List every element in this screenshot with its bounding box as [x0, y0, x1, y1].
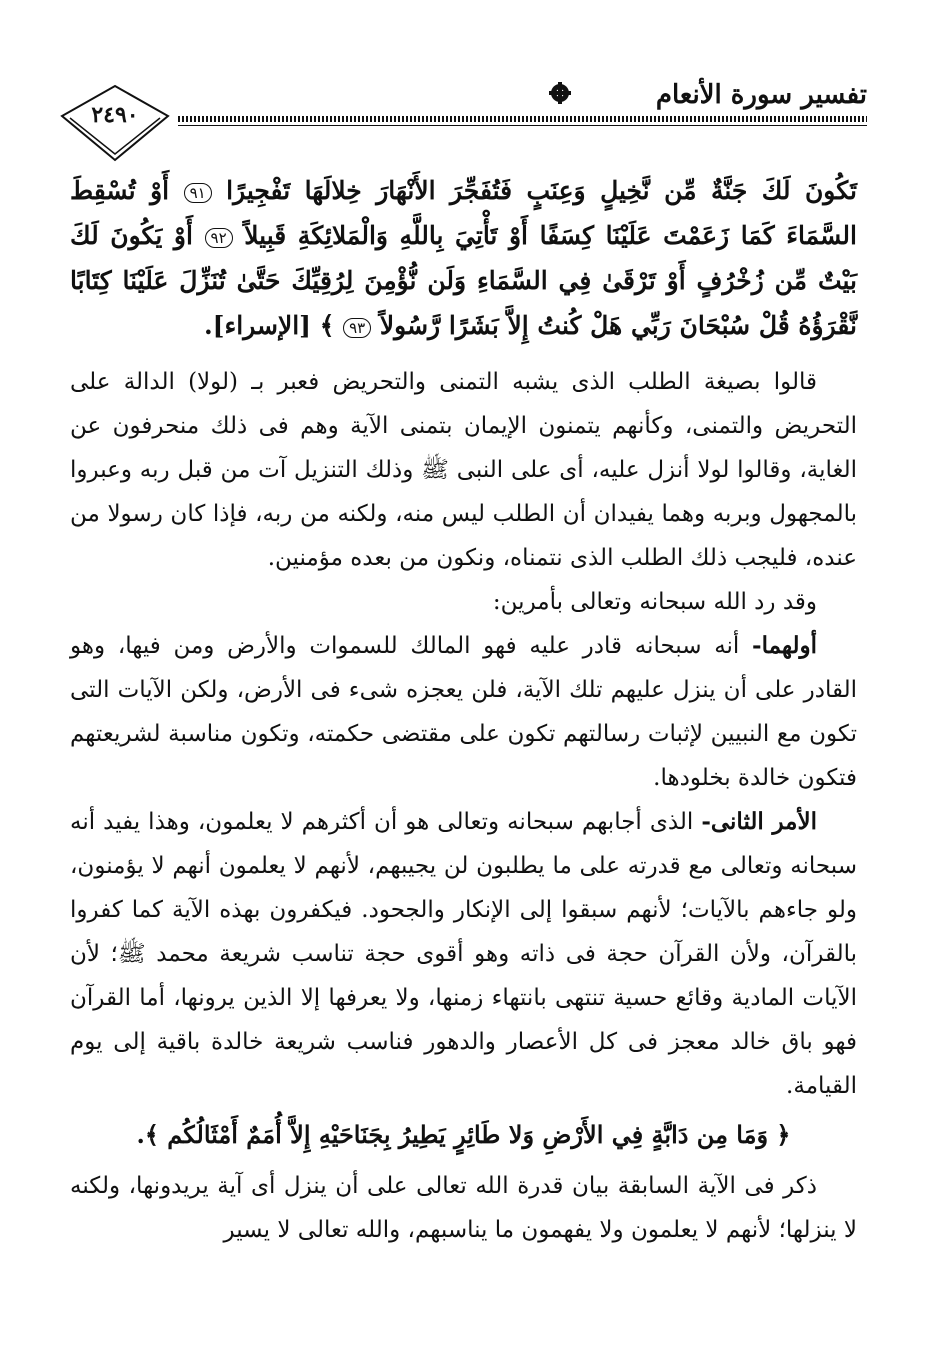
paragraph-2: وقد رد الله سبحانه وتعالى بأمرين: [492, 589, 817, 615]
header-rule [178, 116, 867, 122]
quoted-verse [70, 168, 857, 348]
header-rule-thin [178, 125, 867, 126]
quoted-verse-2: ﴿ وَمَا مِن دَابَّةٍ فِي الأَرْضِ وَلا طَائِرٍ يَطِيرُ بِجَنَاحَيْهِ إِلاَّ أُمَمٌ أَمْثَالُكُم ﴾. [136, 1120, 791, 1149]
paragraph-1: قالوا بصيغة الطلب الذى يشبه التمنى والتحريض فعبر بـ (لولا) الدالة على التحريض والتمنى، وكأنهم يتمنون الإيمان بتمنى الآية وهم فى ذلك منحرفون عن الغاية، وقالوا لولا أنزل عليه، أى على النبى ﷺ وذلك التنزيل آت من قبل ربه وعبروا بالمجهول وبربه وهما يفيدان أن الطلب ليس منه، ولكنه من ربه، فإذا كان رسولا من عنده، فليجب ذلك الطلب الذى نتمناه، ونكون من بعده مؤمنين. [70, 369, 857, 571]
ornament-icon [549, 82, 571, 104]
verse-line-3: أَوْ يَكُونَ لَكَ بَيْتٌ مِّن زُخْرُفٍ أَوْ تَرْقَىٰ فِي السَّمَاءِ وَلَن نُّؤْمِنَ لِرُقِيِّكَ حَتَّىٰ تُنَزِّلَ عَلَيْنَا كِتَابًا نَّقْرَؤُهُ قُلْ سُبْحَانَ رَبِّي هَلْ كُنتُ إِلاَّ بَشَرًا رَّسُولاً [70, 221, 857, 340]
paragraph-4-text: الذى أجابهم سبحانه وتعالى هو أن أكثرهم لا يعلمون، وهذا يفيد أنه سبحانه وتعالى مع قدرته على ما يطلبون لن يجيبهم، لأنهم لا يعلمون أنهم لا يؤمنون، ولو جاءهم بالآيات؛ لأنهم سبقوا إلى الإنكار والجحود. فيكفرون بهذه الآية كما كفروا بالقرآن، ولأن القرآن حجة فى ذاته وهو أقوى حجة تناسب شريعة محمد ﷺ؛ لأن الآيات المادية وقائع حسية تنتهى بانتهاء زمنها، ولا يعرفها إلا الذين يرونها، أما القرآن فهو باق خالد معجز فى كل الأعصار والدهور فناسب شريعة خالدة باقية إلى يوم القيامة. [70, 809, 857, 1099]
verse-line-2: أَوْ تُسْقِطَ السَّمَاءَ كَمَا زَعَمْتَ عَلَيْنَا كِسَفًا أَوْ تَأْتِيَ بِاللَّهِ وَالْمَلائِكَةِ قَبِيلاً [70, 176, 857, 250]
paragraph-4-lead: الأمر الثانى- [701, 808, 817, 835]
ayah-marker-91: ٩١ [184, 183, 212, 203]
page-number: ٢٤٩٠ [91, 102, 139, 128]
verse-close-bracket: ﴾ [319, 311, 335, 340]
verse-line-1: تَكُونَ لَكَ جَنَّةٌ مِّن نَّخِيلٍ وَعِنَبٍ فَتُفَجِّرَ الأَنْهَارَ خِلالَهَا تَفْجِيرًا [226, 176, 857, 205]
paragraph-3-lead: أولهما- [752, 632, 817, 659]
page-header [60, 72, 867, 162]
verse-source: [الإسراء]. [203, 311, 311, 340]
running-title: تفسير سورة الأنعام [655, 80, 867, 110]
page-body [70, 168, 857, 1252]
ayah-marker-92: ٩٢ [205, 228, 233, 248]
paragraph-5: ذكر فى الآية السابقة بيان قدرة الله تعالى على أن ينزل أى آية يريدونها، ولكنه لا ينزلها؛ لأنهم لا يعلمون ولا يفهمون ما يناسبهم، والله تعالى لا يسير [70, 1173, 857, 1243]
paragraph-4 [70, 800, 857, 1108]
ayah-marker-93: ٩٣ [343, 318, 371, 338]
paragraph-3 [70, 624, 857, 800]
paragraph-3-text: أنه سبحانه قادر عليه فهو المالك للسموات والأرض ومن فيها، وهو القادر على أن ينزل عليهم تلك الآية، فلن يعجزه شىء فى الأرض، ولكن الآيات التى تكون مع النبيين لإثبات رسالتهم تكون على مقتضى حكمته، وتكون مناسبة لشريعتهم فتكون خالدة بخلودها. [70, 633, 857, 791]
